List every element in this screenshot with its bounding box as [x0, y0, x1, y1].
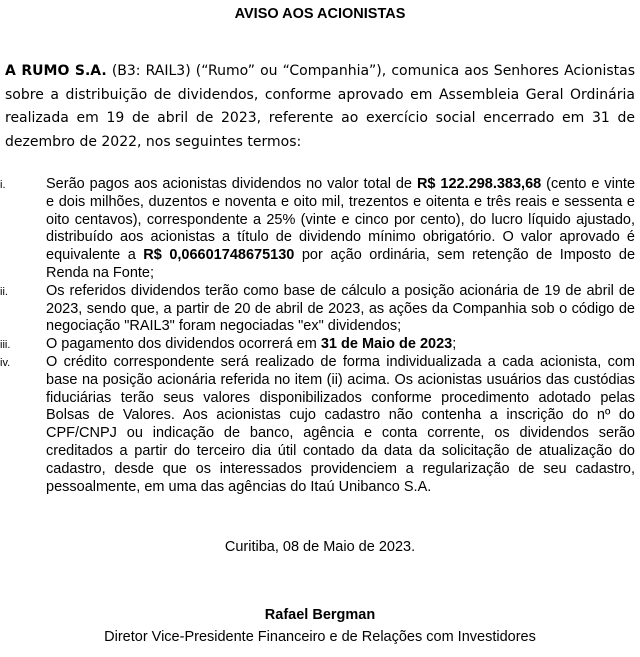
item-text: Os referidos dividendos terão como base de cálculo a posição acionária de 19 de abril de 2023, sendo que, a partir de 20 de abril de 2023, as ações da Companhia sob o código de negociação "RAIL3" foram negociadas "ex" dividendos;: [46, 282, 635, 335]
item-text: por ação ordinária, sem retenção de Imposto de Renda na Fonte;: [46, 247, 636, 281]
list-item: [0, 283, 640, 336]
document-title: AVISO AOS ACIONISTAS: [234, 6, 406, 22]
item-number: ii.: [0, 285, 8, 298]
company-name: A RUMO S.A.: [5, 63, 107, 79]
item-bold-text: R$ 0,06601748675130: [143, 247, 295, 264]
list-item: [0, 336, 640, 354]
item-text: ;: [452, 336, 457, 353]
item-text: O crédito correspondente será realizado de forma individualizada a cada acionista, com base na posição acionária referida no item (ii) acima. Os acionistas usuários das custódias fiduciárias terão seus valores disponibilizados conforme procedimento adotado pelas Bolsas de Valores. Aos acionistas cujo cadastro não contenha a inscrição do nº do CPF/CNPJ ou indicação de banco, agência e conta corrente, os dividendos serão creditados a partir do terceiro dia útil contado da data da solicitação de atualização do cadastro, desde que os interessados providenciem a regularização de seu cadastro, pessoalmente, em uma das agências do Itaú Unibanco S.A.: [46, 353, 635, 495]
intro-paragraph: [5, 60, 635, 154]
signer-role: Diretor Vice-Presidente Financeiro e de Relações com Investidores: [104, 629, 536, 645]
signer-name: Rafael Bergman: [264, 607, 376, 623]
item-number: i.: [0, 179, 6, 191]
item-text: O pagamento dos dividendos ocorrerá em: [46, 336, 321, 353]
terms-list: [0, 176, 640, 496]
place-and-date: Curitiba, 08 de Maio de 2023.: [224, 539, 416, 555]
item-number: iii.: [0, 339, 11, 352]
list-item: [0, 354, 640, 496]
item-text: (cento e vinte e dois milhões, duzentos e noventa e oito mil, trezentos e oitenta e três reais e sessenta e oito centavos), correspondente a 25% (vinte e cinco por cento), do lucro líquido ajustado, distribuído aos acionistas a título de dividendo mínimo obrigatório. O valor aprovado é equivalente a: [46, 176, 636, 264]
item-bold-text: R$ 122.298.383,68: [416, 176, 542, 192]
item-bold-text: 31 de Maio de 2023: [320, 336, 453, 353]
item-text: Serão pagos aos acionistas dividendos no valor total de: [46, 176, 417, 192]
list-item: [0, 176, 640, 283]
intro-text: (B3: RAIL3) (“Rumo” ou “Companhia”), comunica aos Senhores Acionistas sobre a distribuição de dividendos, conforme aprovado em Assembleia Geral Ordinária realizada em 19 de abril de 2023, referente ao exercício social encerrado em 31 de dezembro de 2022, nos seguintes termos:: [5, 63, 635, 150]
item-number: iv.: [0, 356, 11, 369]
